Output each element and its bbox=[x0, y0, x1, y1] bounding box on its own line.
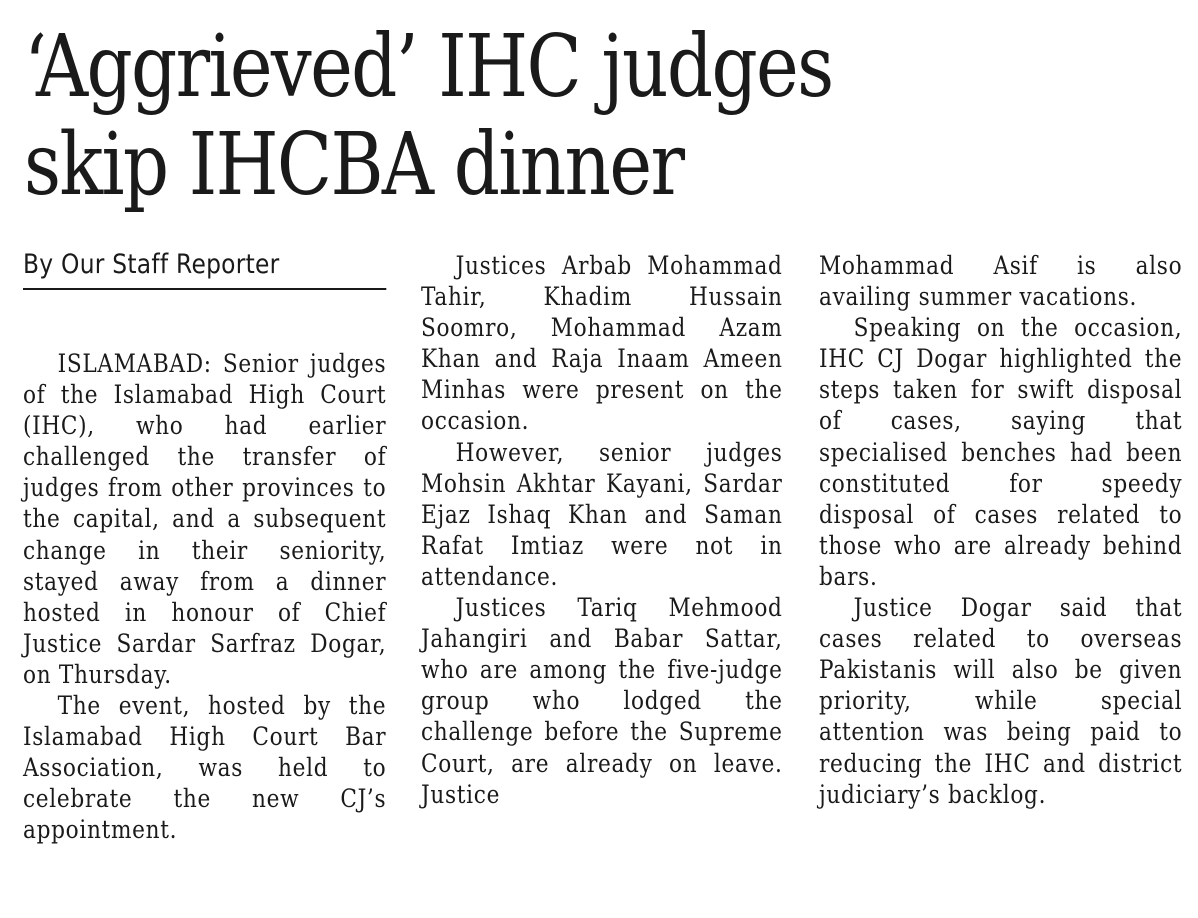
paragraph: Justice Dogar said that cases related to overseas Pakistanis will also be given priority, while special attention was being paid to reducing the IHC and district judiciary’s backlog. bbox=[819, 593, 1183, 809]
paragraph: The event, hosted by the Islamabad High Court Bar Association, was held to celebrate the new CJ’s appointment. bbox=[23, 691, 387, 845]
headline bbox=[24, 18, 998, 214]
article-column-3 bbox=[819, 250, 1182, 810]
paragraph: Speaking on the occasion, IHC CJ Dogar highlighted the steps taken for swift disposal of cases, saying that specialised benches had been constituted for speedy disposal of cases related to those who are already behind bars. bbox=[819, 313, 1183, 591]
article-column-1 bbox=[23, 250, 386, 846]
paragraph: However, senior judges Mohsin Akhtar Kayani, Sardar Ejaz Ishaq Khan and Saman Rafat Imtiaz were not in attendance. bbox=[421, 437, 783, 591]
paragraph: Justices Arbab Mohammad Tahir, Khadim Hussain Soomro, Mohammad Azam Khan and Raja Inaam Ameen Minhas were present on the occasion. bbox=[421, 251, 783, 436]
headline-line-1: ‘Aggrieved’ IHC judges bbox=[24, 17, 833, 117]
paragraph: Mohammad Asif is also availing summer vacations. bbox=[819, 251, 1183, 312]
paragraph: ISLAMABAD: Senior judges of the Islamabad High Court (IHC), who had earlier challenged the transfer of judges from other provinces to the capital, and a subsequent change in their seniority, stayed away from a dinner hosted in honour of Chief Justice Sardar Sarfraz Dogar, on Thursday. bbox=[23, 349, 387, 689]
byline-rule bbox=[23, 250, 386, 290]
paragraph: Justices Tariq Mehmood Jahangiri and Babar Sattar, who are among the five-judge group who lodged the challenge before the Supreme Court, are already on leave. Justice bbox=[421, 593, 783, 809]
byline: By Our Staff Reporter bbox=[23, 249, 280, 280]
article-column-2 bbox=[421, 250, 783, 810]
headline-line-2: skip IHCBA dinner bbox=[24, 115, 684, 215]
